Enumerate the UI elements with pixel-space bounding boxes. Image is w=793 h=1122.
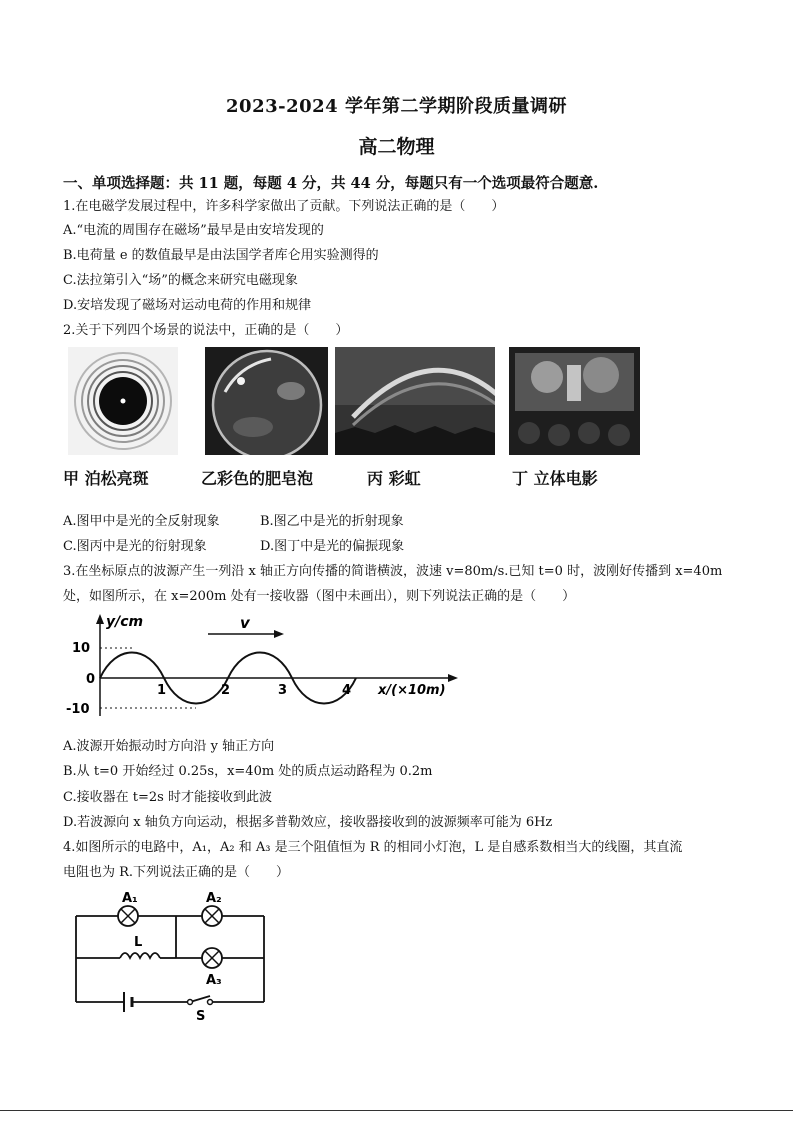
x-tick-2: 2 — [221, 683, 231, 698]
q3-option-b: B.从 t=0 开始经过 0.25s，x=40m 处的质点运动路程为 0.2m — [63, 764, 433, 779]
page-bottom-rule — [0, 1110, 793, 1111]
q3-stem-line2: 处，如图所示，在 x=200m 处有一接收器（图中未画出），则下列说法正确的是（ ） — [63, 589, 576, 604]
q2-option-b: B.图乙中是光的折射现象 — [260, 514, 404, 529]
y-axis-arrow — [96, 614, 104, 624]
3d-movie-image — [509, 347, 640, 455]
page-subtitle: 高二物理 — [358, 136, 435, 158]
soap-bubble-image — [205, 347, 328, 455]
lamp-a2-label: A₂ — [206, 891, 222, 906]
y-tick-10: 10 — [72, 641, 91, 656]
lamp-a2-icon — [202, 906, 222, 926]
q3-option-c: C.接收器在 t=2s 时才能接收到此波 — [63, 790, 272, 805]
x-tick-1: 1 — [157, 683, 167, 698]
switch-label: S — [196, 1009, 206, 1022]
switch-contact-right — [208, 1000, 213, 1005]
wave-graph — [60, 612, 460, 724]
lamp-a3-label: A₃ — [206, 973, 222, 988]
lamp-a1-label: A₁ — [122, 891, 138, 906]
circuit-diagram — [70, 886, 270, 1022]
section-heading: 一、单项选择题：共 11 题，每题 4 分，共 44 分，每题只有一个选项最符合题意. — [63, 175, 599, 192]
velocity-label: v — [240, 614, 250, 632]
y-tick-neg10: -10 — [66, 702, 90, 717]
q3-stem-line1: 3.在坐标原点的波源产生一列沿 x 轴正方向传播的简谐横波，波速 v=80m/s.已知 t=0 时，波刚好传播到 x=40m — [63, 564, 723, 579]
q1-option-c: C.法拉第引入“场”的概念来研究电磁现象 — [63, 273, 298, 288]
q2-option-c: C.图丙中是光的衍射现象 — [63, 539, 207, 554]
q2-option-a: A.图甲中是光的全反射现象 — [63, 514, 220, 529]
x-tick-4: 4 — [342, 683, 352, 698]
page-title: 2023-2024 学年第二学期阶段质量调研 — [226, 96, 567, 117]
velocity-arrowhead — [274, 630, 284, 638]
x-axis-label: x/(×10m) — [378, 683, 446, 698]
caption-bing: 丙 彩虹 — [367, 469, 421, 488]
caption-ding: 丁 立体电影 — [512, 469, 598, 488]
q1-option-b: B.电荷量 e 的数值最早是由法国学者库仑用实验测得的 — [63, 248, 379, 263]
lamp-a1-icon — [118, 906, 138, 926]
q1-stem: 1.在电磁学发展过程中，许多科学家做出了贡献。下列说法正确的是（ ） — [63, 199, 505, 214]
q1-option-d: D.安培发现了磁场对运动电荷的作用和规律 — [63, 298, 312, 313]
lamp-a3-icon — [202, 948, 222, 968]
y-axis-label: y/cm — [106, 614, 144, 630]
q1-option-a: A.“电流的周围存在磁场”最早是由安培发现的 — [63, 223, 324, 238]
q2-stem: 2.关于下列四个场景的说法中，正确的是（ ） — [63, 323, 349, 338]
q4-stem-line1: 4.如图所示的电路中，A₁，A₂ 和 A₃ 是三个阻值恒为 R 的相同小灯泡，L 是自感系数相当大的线圈，其直流 — [63, 840, 683, 855]
poisson-spot-image — [68, 347, 178, 455]
caption-jia: 甲 泊松亮斑 — [63, 469, 149, 488]
q4-stem-line2: 电阻也为 R.下列说法正确的是（ ） — [63, 865, 290, 880]
q2-option-d: D.图丁中是光的偏振现象 — [260, 539, 405, 554]
q3-option-a: A.波源开始振动时方向沿 y 轴正方向 — [63, 739, 275, 754]
x-axis-arrow — [448, 674, 458, 682]
inductor-label: L — [134, 935, 143, 950]
rainbow-image — [335, 347, 495, 455]
caption-yi: 乙彩色的肥皂泡 — [201, 469, 314, 488]
switch-contact-left — [188, 1000, 193, 1005]
y-tick-0: 0 — [86, 672, 96, 687]
x-tick-3: 3 — [278, 683, 288, 698]
q3-option-d: D.若波源向 x 轴负方向运动，根据多普勒效应，接收器接收到的波源频率可能为 6Hz — [63, 815, 553, 830]
